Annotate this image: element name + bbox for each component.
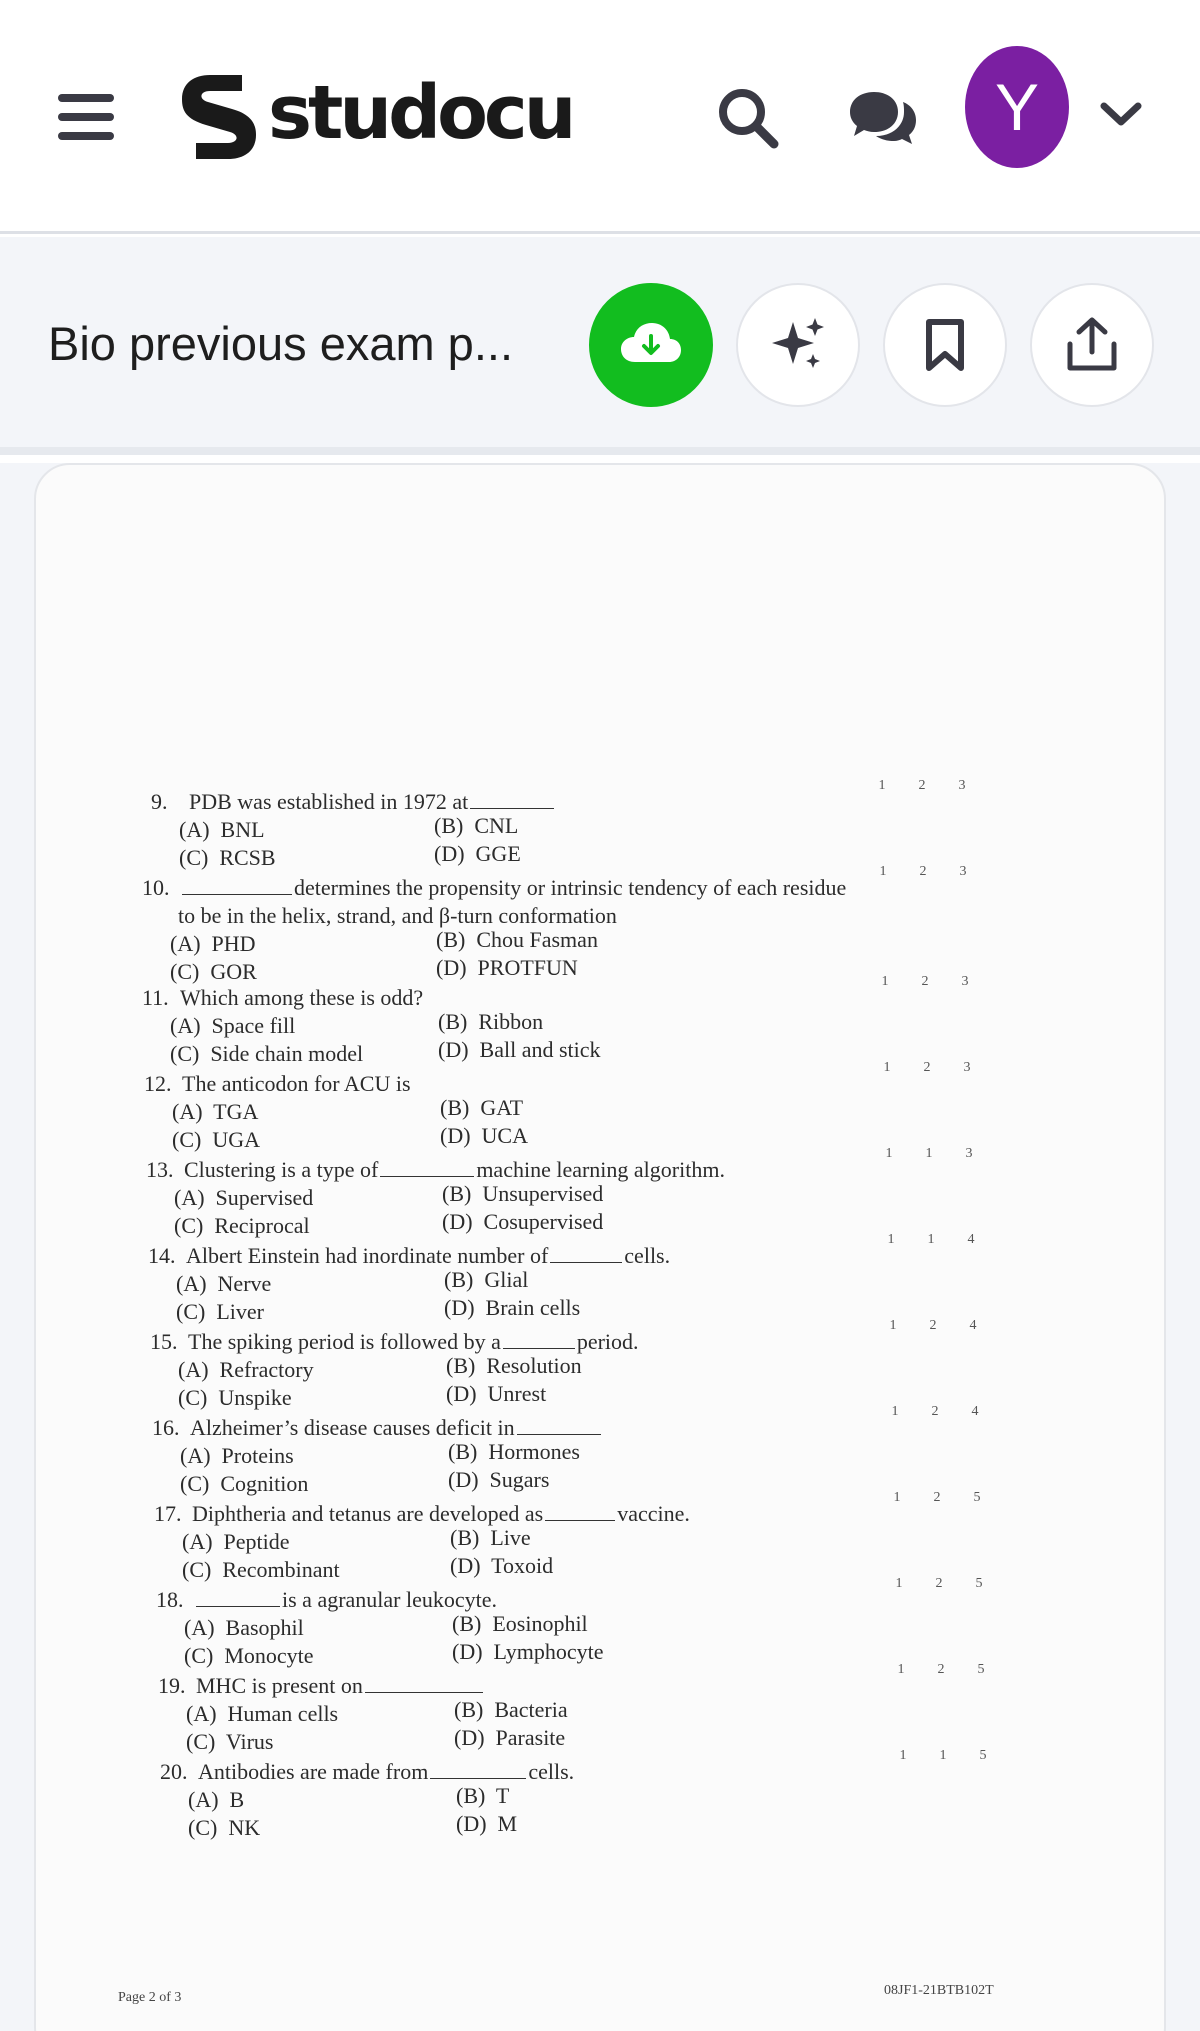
option-c: (C) GOR — [170, 959, 257, 984]
question-text — [144, 1070, 411, 1098]
document-action-bar — [0, 237, 1200, 455]
question-marks — [869, 1146, 989, 1162]
question-number: 17. — [154, 1501, 182, 1526]
question-stem-continued: determines the propensity or intrinsic tendency of each residue — [294, 875, 847, 900]
mark-value: 2 — [929, 1318, 937, 1333]
option-b: (B) Hormones — [448, 1439, 580, 1464]
answer-blank — [365, 1675, 483, 1693]
question-text — [154, 1500, 690, 1528]
option-b: (B) Eosinophil — [452, 1611, 588, 1636]
option-c: (C) Liver — [176, 1299, 264, 1324]
option-b: (B) GAT — [440, 1095, 524, 1120]
option-a: (A) Space fill — [170, 1013, 296, 1038]
option-d: (D) Brain cells — [444, 1295, 581, 1320]
question-stem: PDB was established in 1972 at — [189, 789, 469, 814]
document-title[interactable]: Bio previous exam p... — [48, 317, 513, 370]
mark-value: 1 — [879, 864, 887, 879]
mark-value: 1 — [881, 974, 889, 989]
ai-sparkle-button[interactable] — [736, 283, 860, 407]
question-number: 15. — [150, 1329, 178, 1354]
option-b: (B) Glial — [444, 1267, 529, 1292]
mark-value: 2 — [923, 1060, 931, 1075]
option-b: (B) Live — [450, 1525, 531, 1550]
question-text — [156, 1586, 497, 1614]
avatar[interactable]: Y — [965, 46, 1069, 168]
answer-blank — [503, 1331, 575, 1349]
option-a: (A) Refractory — [178, 1357, 314, 1382]
answer-blank — [380, 1159, 474, 1177]
option-d: (D) Lymphocyte — [452, 1639, 604, 1664]
studocu-logo[interactable] — [170, 68, 572, 166]
logo-text: studocu — [268, 70, 573, 156]
option-c: (C) Reciprocal — [174, 1213, 310, 1238]
mark-value: 4 — [969, 1318, 977, 1333]
answer-blank — [470, 791, 554, 809]
mark-value: 1 — [887, 1232, 895, 1247]
mark-value: 2 — [921, 974, 929, 989]
option-c: (C) Monocyte — [184, 1643, 314, 1668]
share-icon — [1065, 316, 1119, 374]
option-b: (B) T — [456, 1783, 510, 1808]
question-text — [148, 1242, 670, 1270]
question-stem-continued: cells. — [624, 1243, 671, 1268]
option-a: (A) Basophil — [184, 1615, 304, 1640]
question-number: 20. — [160, 1759, 188, 1784]
answer-blank — [196, 1589, 280, 1607]
question-text — [142, 874, 846, 902]
save-button[interactable] — [883, 283, 1007, 407]
question-stem: Antibodies are made from — [198, 1759, 429, 1784]
mark-value: 1 — [927, 1232, 935, 1247]
option-d: (D) Toxoid — [450, 1553, 554, 1578]
mark-value: 3 — [961, 974, 969, 989]
question-text — [142, 984, 423, 1012]
mark-value: 1 — [939, 1748, 947, 1763]
mark-value: 1 — [891, 1404, 899, 1419]
answer-blank — [430, 1761, 526, 1779]
menu-icon[interactable] — [58, 94, 114, 140]
mark-value: 2 — [935, 1576, 943, 1591]
question-stem: Clustering is a type of — [184, 1157, 379, 1182]
mark-value: 5 — [979, 1748, 987, 1763]
mark-value: 5 — [977, 1662, 985, 1677]
mark-value: 1 — [885, 1146, 893, 1161]
option-c: (C) Cognition — [180, 1471, 309, 1496]
document-viewer[interactable] — [0, 463, 1200, 2031]
question-marks — [871, 1232, 991, 1248]
option-d: (D) Cosupervised — [442, 1209, 604, 1234]
question-marks — [877, 1490, 997, 1506]
search-icon[interactable] — [714, 84, 782, 152]
question-stem-continued: is a agranular leukocyte. — [282, 1587, 498, 1612]
option-d: (D) GGE — [434, 841, 521, 866]
option-d: (D) M — [456, 1811, 518, 1836]
mark-value: 1 — [889, 1318, 897, 1333]
option-a: (A) Proteins — [180, 1443, 294, 1468]
mark-value: 1 — [897, 1662, 905, 1677]
question-stem: The spiking period is followed by a — [188, 1329, 501, 1354]
option-a: (A) PHD — [170, 931, 256, 956]
question-marks — [865, 974, 985, 990]
mark-value: 4 — [971, 1404, 979, 1419]
question-number: 14. — [148, 1243, 176, 1268]
bookmark-icon — [923, 318, 967, 372]
question-number: 19. — [158, 1673, 186, 1698]
question-number: 12. — [144, 1071, 172, 1096]
question-number: 10. — [142, 875, 170, 900]
studocu-logo-mark-icon — [170, 69, 266, 165]
question-text — [160, 1758, 574, 1786]
question-marks — [867, 1060, 987, 1076]
question-stem-line-2: to be in the helix, strand, and β-turn conformation — [178, 903, 617, 928]
question-stem-continued: period. — [576, 1329, 639, 1354]
question-number: 16. — [152, 1415, 180, 1440]
option-c: (C) Unspike — [178, 1385, 292, 1410]
option-d: (D) UCA — [440, 1123, 528, 1148]
option-a: (A) Supervised — [174, 1185, 314, 1210]
option-a: (A) Peptide — [182, 1529, 290, 1554]
question-text — [158, 1672, 485, 1700]
question-marks — [883, 1748, 1003, 1764]
mark-value: 4 — [967, 1232, 975, 1247]
option-b: (B) Resolution — [446, 1353, 582, 1378]
mark-value: 1 — [883, 1060, 891, 1075]
question-stem: Albert Einstein had inordinate number of — [186, 1243, 549, 1268]
question-marks — [879, 1576, 999, 1592]
mark-value: 2 — [918, 778, 926, 793]
question-stem: Alzheimer’s disease causes deficit in — [190, 1415, 515, 1440]
question-marks — [863, 864, 983, 880]
option-a: (A) Human cells — [186, 1701, 339, 1726]
option-c: (C) Side chain model — [170, 1041, 364, 1066]
question-number: 11. — [142, 985, 169, 1010]
question-stem-continued: vaccine. — [617, 1501, 690, 1526]
top-navigation-bar — [0, 0, 1200, 234]
question-marks — [881, 1662, 1001, 1678]
option-c: (C) UGA — [172, 1127, 260, 1152]
paper-code: 08JF1-21BTB102T — [884, 1983, 994, 1998]
question-stem: MHC is present on — [196, 1673, 363, 1698]
option-b: (B) Ribbon — [438, 1009, 544, 1034]
document-page — [34, 463, 1166, 2031]
mark-value: 1 — [878, 778, 886, 793]
question-number: 13. — [146, 1157, 174, 1182]
option-a: (A) BNL — [179, 817, 265, 842]
question-stem: The anticodon for ACU is — [182, 1071, 411, 1096]
option-d: (D) Ball and stick — [438, 1037, 601, 1062]
chat-icon[interactable] — [846, 90, 920, 146]
answer-blank — [517, 1417, 601, 1435]
question-marks — [873, 1318, 993, 1334]
question-text — [146, 1156, 725, 1184]
option-a: (A) B — [188, 1787, 245, 1812]
page-number-label: Page 2 of 3 — [118, 1990, 182, 2005]
mark-value: 3 — [959, 864, 967, 879]
mark-value: 1 — [895, 1576, 903, 1591]
share-button[interactable] — [1030, 283, 1154, 407]
question-stem: Diphtheria and tetanus are developed as — [192, 1501, 544, 1526]
option-b: (B) Chou Fasman — [436, 927, 598, 952]
mark-value: 3 — [963, 1060, 971, 1075]
option-d: (D) Parasite — [454, 1725, 566, 1750]
mark-value: 2 — [931, 1404, 939, 1419]
option-d: (D) PROTFUN — [436, 955, 578, 980]
option-d: (D) Sugars — [448, 1467, 550, 1492]
answer-blank — [182, 877, 292, 895]
option-b: (B) CNL — [434, 813, 519, 838]
mark-value: 5 — [973, 1490, 981, 1505]
mark-value: 3 — [958, 778, 966, 793]
mark-value: 1 — [925, 1146, 933, 1161]
question-stem: Which among these is odd? — [180, 985, 424, 1010]
answer-blank — [550, 1245, 622, 1263]
download-button[interactable] — [589, 283, 713, 407]
cloud-download-icon — [619, 320, 683, 370]
option-a: (A) TGA — [172, 1099, 259, 1124]
mark-value: 2 — [919, 864, 927, 879]
option-c: (C) NK — [188, 1815, 261, 1840]
option-a: (A) Nerve — [176, 1271, 272, 1296]
option-c: (C) Recombinant — [182, 1557, 340, 1582]
option-c: (C) RCSB — [179, 845, 276, 870]
sparkle-icon — [769, 316, 827, 374]
question-number: 9. — [151, 789, 168, 814]
question-number: 18. — [156, 1587, 184, 1612]
mark-value: 2 — [933, 1490, 941, 1505]
option-b: (B) Bacteria — [454, 1697, 568, 1722]
mark-value: 3 — [965, 1146, 973, 1161]
mark-value: 5 — [975, 1576, 983, 1591]
chevron-down-icon[interactable] — [1098, 96, 1144, 132]
mark-value: 2 — [937, 1662, 945, 1677]
option-b: (B) Unsupervised — [442, 1181, 604, 1206]
question-stem-continued: machine learning algorithm. — [476, 1157, 725, 1182]
question-stem-continued: cells. — [528, 1759, 575, 1784]
answer-blank — [545, 1503, 615, 1521]
question-marks — [875, 1404, 995, 1420]
option-d: (D) Unrest — [446, 1381, 547, 1406]
mark-value: 1 — [899, 1748, 907, 1763]
option-c: (C) Virus — [186, 1729, 274, 1754]
mark-value: 1 — [893, 1490, 901, 1505]
question-marks — [862, 778, 982, 794]
